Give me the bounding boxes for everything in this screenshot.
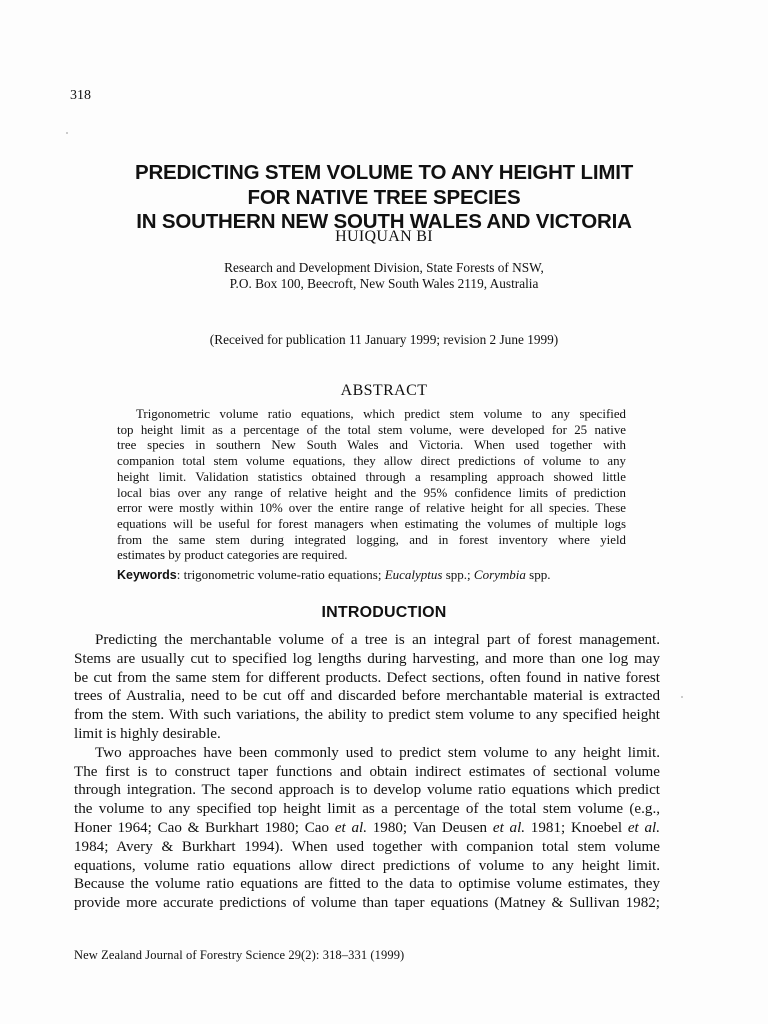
body-line: be cut from the same stem for different products. Defect sections, often found in native forest (74, 669, 660, 686)
body-text-italic: et al. (627, 819, 661, 836)
keywords-separator: : (176, 567, 184, 582)
title-line-3: IN SOUTHERN NEW SOUTH WALES AND VICTORIA (136, 210, 632, 233)
abstract-line: from the same stem during integrated logging, and in forest inventory where yield (117, 532, 626, 547)
keyword-genus-eucalyptus: Eucalyptus (384, 567, 443, 582)
scan-speck (66, 132, 68, 134)
author-name: HUIQUAN BI (335, 228, 433, 245)
author-affiliation (0, 260, 768, 292)
title-line-1: PREDICTING STEM VOLUME TO ANY HEIGHT LIMIT (134, 161, 634, 184)
abstract-line: estimates by product categories are required. (117, 548, 348, 563)
keyword-genus-corymbia: Corymbia (473, 567, 526, 582)
body-text-italic: et al. (334, 819, 367, 836)
title-line-2: FOR NATIVE TREE SPECIES (247, 185, 521, 209)
keywords-label: Keywords (117, 568, 177, 582)
abstract-line: Trigonometric volume ratio equations, which predict stem volume to any specified (136, 407, 626, 421)
introduction-heading: INTRODUCTION (321, 604, 447, 621)
body-line: 1984; Avery & Burkhart 1994). When used together with companion total stem volume (74, 838, 660, 855)
journal-citation-footer: New Zealand Journal of Forestry Science 29(2): 318–331 (1999) (74, 948, 405, 962)
paper-title (60, 161, 708, 235)
body-line-citations (74, 819, 660, 838)
abstract-line: equations will be useful for forest managers when estimating the volumes of multiple logs (117, 516, 626, 531)
body-line: trees of Australia, need to be cut off and discarded before merchantable material is extracted (74, 688, 660, 705)
abstract-line: top height limit as a percentage of the total stem volume, were developed for 25 native (117, 422, 626, 437)
abstract-line: tree species in southern New South Wales and Victoria. When used together with (117, 438, 626, 453)
body-text: 1980; Van Deusen (366, 819, 493, 836)
page-number: 318 (70, 88, 91, 103)
abstract-text (117, 407, 626, 564)
body-line: equations, volume ratio equations allow direct predictions of volume to any height limit. (74, 857, 660, 874)
body-line: The first is to construct taper functions and obtain indirect estimates of sectional volume (74, 763, 660, 780)
abstract-line: companion total stem volume equations, they allow direct predictions of volume to any (117, 454, 626, 469)
affiliation-line-2: P.O. Box 100, Beecroft, New South Wales 2119, Australia (229, 276, 539, 291)
abstract-line: error were mostly within 10% over the entire range of relative height for all species. These (117, 501, 626, 516)
body-line: Two approaches have been commonly used to predict stem volume to any height limit. (95, 744, 660, 761)
body-line: Stems are usually cut to specified log lengths during harvesting, and more than one log may (74, 650, 660, 667)
body-text-italic: et al. (492, 819, 526, 836)
scan-speck (681, 696, 683, 698)
body-line: provide more accurate predictions of volume than taper equations (Matney & Sullivan 1982; (74, 895, 660, 912)
body-line: the volume to any specified top height limit as a percentage of the total stem volume (e.g., (74, 801, 660, 818)
body-line: Predicting the merchantable volume of a tree is an integral part of forest management. (95, 632, 660, 648)
introduction-body (74, 631, 660, 913)
keywords (117, 567, 637, 583)
received-dates: (Received for publication 11 January 1999; revision 2 June 1999) (209, 332, 559, 347)
body-line: Because the volume ratio equations are fitted to the data to optimise volume estimates, they (74, 876, 660, 893)
body-line: from the stem. With such variations, the ability to predict stem volume to any specified height (74, 707, 660, 724)
body-text: Honer 1964; Cao & Burkhart 1980; Cao (74, 819, 335, 836)
body-line: limit is highly desirable. (74, 725, 221, 742)
abstract-line: local bias over any range of relative height and the 95% confidence limits of prediction (117, 485, 626, 500)
body-line: through integration. The second approach is to develop volume ratio equations which predict (74, 782, 660, 799)
keywords-text: trigonometric volume-ratio equations; (183, 567, 385, 582)
body-text: 1981; Knoebel (525, 819, 628, 836)
abstract-line: height limit. Validation statistics obtained through a resampling approach showed little (117, 469, 626, 484)
keywords-text: spp. (525, 567, 551, 582)
abstract-heading: ABSTRACT (340, 382, 428, 399)
keywords-text: spp.; (442, 567, 474, 582)
affiliation-line-1: Research and Development Division, State Forests of NSW, (224, 260, 544, 275)
